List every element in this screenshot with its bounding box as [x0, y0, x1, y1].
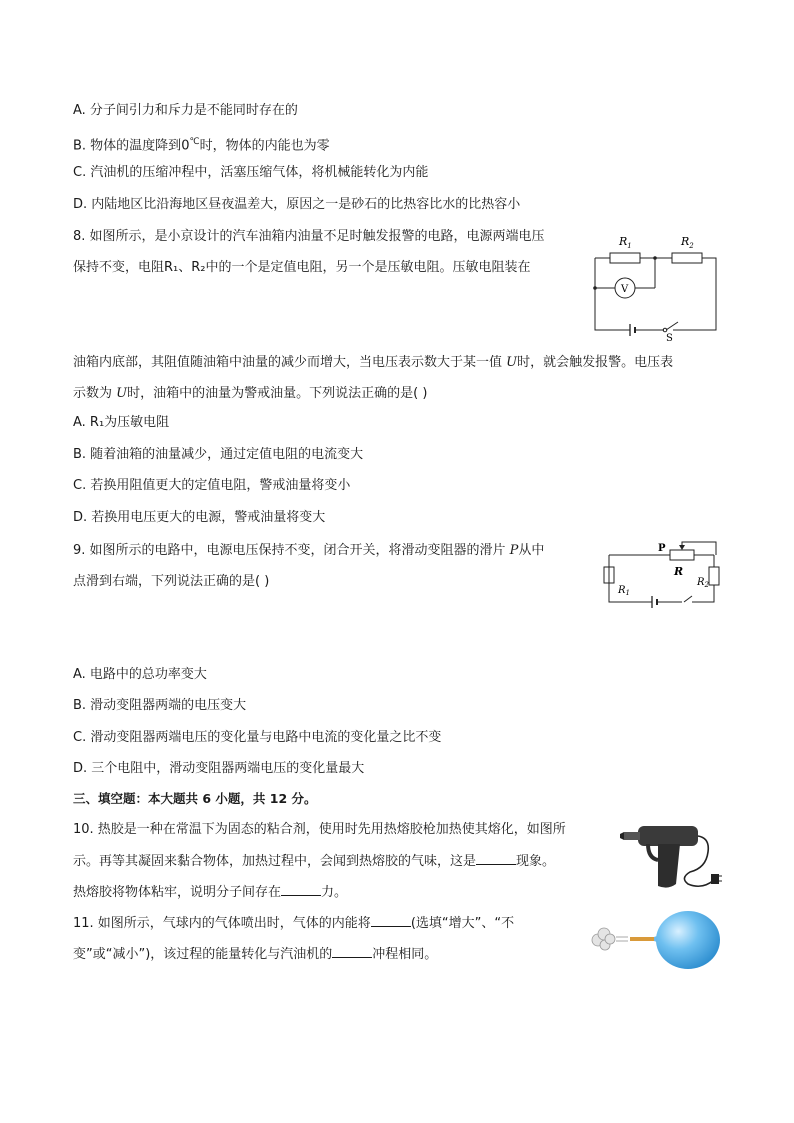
q9-fig-r2-sub: 2: [704, 581, 709, 589]
q10-stem-line2: [73, 852, 555, 871]
q9-option-a: A. 电路中的总功率变大: [73, 667, 207, 682]
q11-blank-2[interactable]: [332, 945, 372, 958]
q11-stem-line2-text2: 冲程相同。: [372, 947, 438, 962]
q7-option-b-text2: 时，物体的内能也为零: [199, 138, 330, 154]
q7-option-a: A. 分子间引力和斥力是不能同时存在的: [73, 103, 298, 118]
q7-option-b: [73, 133, 330, 155]
q9-stem-line1-text: 9. 如图所示的电路中，电源电压保持不变，闭合开关，将滑动变阻器的滑片: [73, 543, 510, 558]
q8-stem-line3-text: 油箱内底部，其阻值随油箱中油量的减少而增大，当电压表示数大于某一值: [73, 355, 507, 370]
q8-option-d: D. 若换用电压更大的电源，警戒油量将变大: [73, 510, 326, 525]
q9-slider-arrow-icon: [679, 545, 685, 550]
q9-fig-r2-label: R: [697, 577, 705, 588]
q11-stem-line2: [73, 945, 437, 964]
q9-resistor-r2-icon: [709, 567, 719, 585]
q11-stem-line2-text: 变”或“减小”)，该过程的能量转化与汽油机的: [73, 947, 333, 962]
q7-option-d: D. 内陆地区比沿海地区昼夜温差大，原因之一是砂石的比热容比水的比热容小: [73, 197, 521, 212]
q8-circuit-diagram: [588, 228, 728, 344]
q7-option-b-text: B. 物体的温度降到: [73, 138, 182, 154]
q9-stem-line2: 点滑到右端，下列说法正确的是( ): [73, 574, 270, 589]
q8-stem-line3: [73, 354, 673, 372]
q9-rheostat-icon: [670, 550, 694, 560]
q10-blank-1[interactable]: [476, 852, 516, 865]
q8-stem-line4-text: 示数为: [73, 386, 117, 401]
q10-stem-line3-text2: 力。: [321, 885, 348, 900]
q11-blank-1[interactable]: [371, 914, 411, 927]
q8-fig-switch-label: S: [666, 333, 673, 344]
q11-stem-line1-text2: (选填“增大”、“不: [410, 916, 515, 931]
q10-blank-2[interactable]: [281, 883, 321, 896]
q8-option-b: B. 随着油箱的油量减少，通过定值电阻的电流变大: [73, 447, 364, 462]
q9-slider-var: P: [509, 543, 519, 558]
q8-option-c: C. 若换用阻值更大的定值电阻，警戒油量将变小: [73, 478, 351, 493]
q8-voltage-var-2: U: [116, 386, 128, 401]
q9-fig-r1-sub: 1: [625, 589, 630, 597]
q9-stem-line1: [73, 542, 544, 560]
q8-fig-r1-sub: 1: [627, 242, 632, 250]
q8-stem-line2: 保持不变，电阻R₁、R₂中的一个是定值电阻，另一个是压敏电阻。压敏电阻装在: [73, 260, 531, 275]
q10-stem-line3: [73, 883, 347, 902]
q9-stem-line1-text2: 从中: [518, 543, 545, 558]
q7-option-b-unit: ℃: [189, 137, 200, 147]
q8-resistor-r2-icon: [672, 253, 702, 263]
q9-circuit-diagram: [600, 540, 725, 615]
q8-option-a: A. R₁为压敏电阻: [73, 415, 170, 430]
q8-resistor-r1-icon: [610, 253, 640, 263]
q9-option-c: C. 滑动变阻器两端电压的变化量与电路中电流的变化量之比不变: [73, 730, 442, 745]
q8-fig-voltmeter-label: V: [621, 284, 629, 295]
q7-option-c: C. 汽油机的压缩冲程中，活塞压缩气体，将机械能转化为内能: [73, 165, 429, 180]
q8-stem-line3-text2: 时，就会触发报警。电压表: [517, 355, 674, 370]
q8-stem-line4: [73, 385, 427, 403]
q10-stem-line2-text2: 现象。: [516, 854, 556, 869]
glue-gun-icon: [618, 818, 723, 893]
q8-voltage-var: U: [506, 355, 518, 370]
q11-stem-line1-text: 11. 如图所示，气球内的气体喷出时，气体的内能将: [73, 916, 371, 931]
q10-stem-line3-text: 热熔胶将物体粘牢，说明分子间存在: [73, 885, 282, 900]
svg-text:R2: [680, 235, 694, 250]
svg-text:R1: [617, 585, 630, 597]
q10-stem-line1: 10. 热胶是一种在常温下为固态的粘合剂，使用时先用热熔胶枪加热使其熔化，如图所: [73, 822, 566, 837]
q9-fig-r1-label: R: [618, 585, 626, 596]
section-heading-fill-in: 三、填空题：本大题共 6 小题，共 12 分。: [73, 791, 317, 806]
q10-stem-line2-text: 示。再等其凝固来黏合物体，加热过程中，会闻到热熔胶的气味，这是: [73, 854, 477, 869]
q8-stem-line1: 8. 如图所示，是小京设计的汽车油箱内油量不足时触发报警的电路，电源两端电压: [73, 229, 545, 244]
q8-fig-r2-label: R: [681, 235, 690, 248]
q7-option-b-zero: 0: [181, 138, 190, 154]
q9-fig-r-label: R: [674, 565, 684, 578]
q8-fig-r1-label: R: [619, 235, 628, 248]
svg-text:R2: [696, 577, 710, 589]
q9-option-d: D. 三个电阻中，滑动变阻器两端电压的变化量最大: [73, 761, 365, 776]
q8-stem-line4-text2: 时，油箱中的油量为警戒油量。下列说法正确的是( ): [127, 386, 428, 401]
q8-fig-r2-sub: 2: [689, 242, 694, 250]
balloon-icon: [588, 910, 723, 975]
q11-stem-line1: [73, 914, 514, 933]
q9-fig-p-label: P: [658, 543, 666, 554]
q9-option-b: B. 滑动变阻器两端的电压变大: [73, 698, 247, 713]
svg-text:R1: [618, 235, 632, 250]
